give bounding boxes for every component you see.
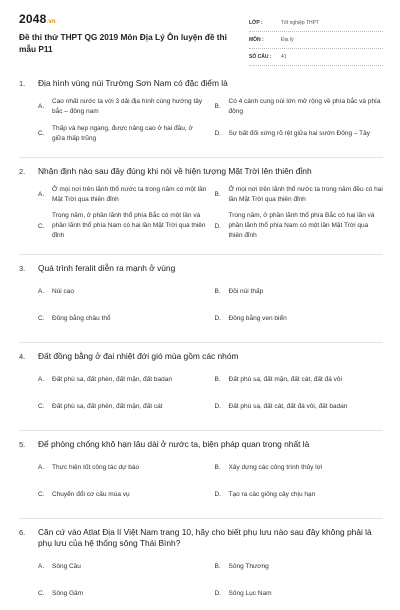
options-grid bbox=[38, 369, 383, 423]
option-text: Đất phù sa, đất mặn, đất cát, đất đá vôi bbox=[228, 375, 342, 383]
option-letter: B. bbox=[214, 464, 221, 471]
divider bbox=[19, 157, 383, 158]
option-letter: C. bbox=[38, 590, 45, 597]
question-number: 2. bbox=[19, 167, 26, 176]
option-letter: B. bbox=[214, 191, 221, 198]
option-letter: C. bbox=[38, 222, 45, 230]
question-text: Để phòng chống khô hạn lâu dài ở nước ta, biện pháp quan trọng nhất là bbox=[38, 439, 310, 449]
logo-domain: .vn bbox=[46, 19, 56, 25]
exam-info-box bbox=[249, 15, 383, 66]
option-text: Cao nhất nước ta với 3 dải địa hình cùng hướng tây bắc – đông nam bbox=[52, 97, 203, 115]
option-a[interactable] bbox=[38, 184, 207, 205]
option-text: Trong năm, ở phần lãnh thổ phía Bắc có một lần và phần lãnh thổ phía Nam có hai lần Mặt Trời qua thiên đỉnh bbox=[52, 212, 206, 239]
option-text: Thực hiện tốt công tác dự báo bbox=[52, 463, 140, 471]
option-b[interactable] bbox=[215, 281, 384, 302]
option-b[interactable] bbox=[215, 369, 384, 390]
option-a[interactable] bbox=[38, 96, 207, 117]
option-a[interactable] bbox=[38, 369, 207, 390]
option-text: Xây dựng các công trình thủy lợi bbox=[228, 463, 323, 471]
option-text: Sông Cầu bbox=[52, 562, 81, 570]
options-grid bbox=[38, 96, 383, 150]
option-a[interactable] bbox=[38, 457, 207, 478]
option-letter: D. bbox=[214, 315, 221, 322]
options-grid bbox=[38, 281, 383, 335]
option-text: Ở mọi nơi trên lãnh thổ nước ta trong năm có một lần Mặt Trời qua thiên đỉnh bbox=[52, 185, 207, 203]
option-a[interactable] bbox=[38, 281, 207, 302]
option-text: Sông Lục Nam bbox=[228, 589, 272, 597]
options-grid bbox=[38, 457, 383, 511]
option-letter: D. bbox=[214, 590, 221, 597]
question-4 bbox=[0, 351, 400, 423]
option-text: Đất phù sa, đất phèn, đất mặn, đất badan bbox=[52, 375, 172, 383]
question-5 bbox=[0, 439, 400, 511]
option-text: Đồng bằng ven biển bbox=[228, 314, 287, 322]
option-letter: D. bbox=[214, 130, 221, 137]
site-logo[interactable] bbox=[19, 12, 56, 26]
question-number: 6. bbox=[19, 528, 26, 537]
option-letter: A. bbox=[38, 376, 45, 383]
divider bbox=[19, 342, 383, 343]
option-letter: D. bbox=[214, 222, 221, 230]
divider bbox=[19, 430, 383, 431]
option-text: Sông Gâm bbox=[52, 589, 84, 597]
option-text: Ở mọi nơi trên lãnh thổ nước ta trong năm đều có hai lần Mặt Trời qua thiên đỉnh bbox=[228, 185, 383, 203]
option-text: Núi cao bbox=[52, 287, 75, 295]
info-row-class bbox=[249, 15, 383, 32]
option-b[interactable] bbox=[215, 556, 384, 577]
exam-title: Đề thi thử THPT QG 2019 Môn Địa Lý Ôn luyện đề thi mẫu P11 bbox=[19, 32, 227, 54]
question-number: 4. bbox=[19, 352, 26, 361]
option-b[interactable] bbox=[215, 457, 384, 478]
option-letter: B. bbox=[214, 376, 221, 383]
question-text: Đất đồng bằng ở đai nhiệt đới gió mùa gồm các nhóm bbox=[38, 351, 239, 361]
options-grid bbox=[38, 556, 383, 610]
option-d[interactable] bbox=[215, 396, 384, 417]
option-letter: B. bbox=[214, 563, 221, 570]
option-text: Có 4 cánh cung núi lớn mở rộng về phía bắc và phía đông bbox=[228, 97, 381, 115]
question-6 bbox=[0, 527, 400, 610]
option-letter: A. bbox=[38, 288, 45, 295]
logo-text: 2048 bbox=[19, 12, 47, 26]
option-text: Tạo ra các giống cây chịu hạn bbox=[228, 490, 316, 498]
option-text: Đồi núi thấp bbox=[228, 287, 264, 295]
question-text: Quá trình feralit diễn ra mạnh ở vùng bbox=[38, 263, 176, 273]
options-grid bbox=[38, 184, 383, 247]
option-d[interactable] bbox=[215, 123, 384, 144]
option-letter: B. bbox=[214, 288, 221, 295]
option-c[interactable] bbox=[38, 123, 207, 144]
option-letter: C. bbox=[38, 491, 45, 498]
option-b[interactable] bbox=[215, 96, 384, 117]
divider bbox=[19, 254, 383, 255]
option-d[interactable] bbox=[215, 484, 384, 505]
question-number: 5. bbox=[19, 440, 26, 449]
option-letter: C. bbox=[38, 403, 45, 410]
option-letter: D. bbox=[214, 403, 221, 410]
page-header bbox=[0, 0, 400, 72]
option-text: Đất phù sa, đất cát, đất đá vôi, đất badan bbox=[228, 402, 348, 410]
option-letter: D. bbox=[214, 491, 221, 498]
option-b[interactable] bbox=[215, 184, 384, 205]
option-text: Sông Thương bbox=[228, 562, 269, 570]
option-letter: C. bbox=[38, 315, 45, 322]
option-text: Chuyển đổi cơ cấu mùa vụ bbox=[52, 490, 130, 498]
info-value: Tốt nghiệp THPT bbox=[281, 20, 319, 26]
option-text: Trong năm, ở phần lãnh thổ phía Bắc có hai lần và phần lãnh thổ phía Nam có một lần Mặt Trời qua thiên đỉnh bbox=[228, 212, 375, 239]
question-3 bbox=[0, 263, 400, 335]
option-text: Sự bất đối xứng rõ rệt giữa hai sườn Đông – Tây bbox=[228, 129, 371, 137]
question-1 bbox=[0, 78, 400, 150]
option-letter: C. bbox=[38, 130, 45, 137]
question-number: 3. bbox=[19, 264, 26, 273]
info-label: LỚP : bbox=[249, 20, 263, 26]
option-d[interactable] bbox=[215, 308, 384, 329]
option-c[interactable] bbox=[38, 484, 207, 505]
option-d[interactable] bbox=[215, 211, 384, 241]
option-d[interactable] bbox=[215, 583, 384, 604]
question-list bbox=[0, 78, 400, 610]
option-c[interactable] bbox=[38, 308, 207, 329]
info-value: Địa lý bbox=[281, 37, 294, 43]
option-letter: B. bbox=[214, 103, 221, 110]
question-number: 1. bbox=[19, 79, 26, 88]
info-row-subject bbox=[249, 32, 383, 49]
question-text: Căn cứ vào Atlat Địa lí Việt Nam trang 10, hãy cho biết phụ lưu nào sau đây không phải là phụ lưu của hệ thống sông Thái Bình? bbox=[38, 527, 372, 548]
option-text: Đồng bằng châu thổ bbox=[52, 314, 111, 322]
option-letter: A. bbox=[38, 103, 45, 110]
option-c[interactable] bbox=[38, 396, 207, 417]
option-c[interactable] bbox=[38, 211, 207, 241]
info-label: SỐ CÂU : bbox=[249, 54, 272, 60]
option-text: Thấp và hẹp ngang, được nâng cao ở hai đầu, ở giữa thấp trũng bbox=[52, 124, 193, 142]
option-c[interactable] bbox=[38, 583, 207, 604]
info-label: MÔN : bbox=[249, 37, 264, 43]
question-text: Địa hình vùng núi Trường Sơn Nam có đặc điểm là bbox=[38, 78, 228, 88]
option-text: Đất phù sa, đất phèn, đất mặn, đất cát bbox=[52, 402, 163, 410]
question-2 bbox=[0, 166, 400, 247]
divider bbox=[19, 518, 383, 519]
option-letter: A. bbox=[38, 191, 45, 198]
info-value: 41 bbox=[281, 54, 287, 60]
info-row-count bbox=[249, 49, 383, 66]
option-letter: A. bbox=[38, 464, 45, 471]
option-letter: A. bbox=[38, 563, 45, 570]
option-a[interactable] bbox=[38, 556, 207, 577]
question-text: Nhận định nào sau đây đúng khi nói về hiện tượng Mặt Trời lên thiên đỉnh bbox=[38, 166, 312, 176]
